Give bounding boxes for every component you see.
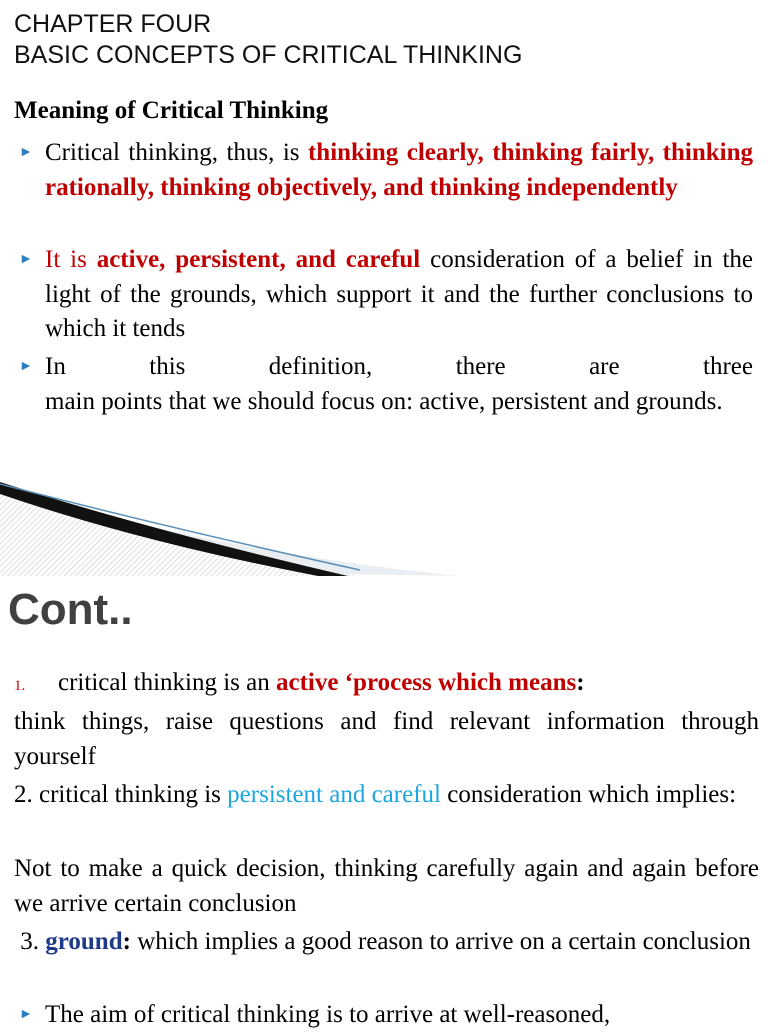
list-item-1 — [14, 666, 759, 704]
list-item-2 — [14, 778, 759, 813]
item-text: which implies a good reason to arrive on a certain conclusion — [130, 928, 751, 955]
word: In — [45, 353, 66, 380]
bullet-definition — [19, 136, 753, 205]
word: there — [455, 353, 506, 380]
emphasis-text: active ‘process which means — [276, 669, 577, 696]
word: definition, — [268, 353, 373, 380]
bullet-text: consideration of a belief in the light of the grounds, which support it and the further conclusions to which it tends — [45, 246, 754, 342]
highlight-text: persistent and careful — [227, 781, 441, 808]
bullet-arrow-icon: ► — [19, 1007, 33, 1022]
emphasis-text: thinking clearly, thinking fairly, thinking rationally, thinking objectively, and thinking independently — [45, 139, 753, 201]
bullet-text: main points that we should focus on: active, persistent and grounds. — [45, 387, 723, 415]
bullet-text: It is — [45, 246, 97, 273]
item-text: consideration which implies: — [440, 781, 737, 808]
item-text: 2. critical thinking is — [14, 781, 228, 808]
section-heading: Meaning of Critical Thinking — [14, 97, 329, 124]
bullet-main-points — [19, 350, 753, 419]
bullet-aim — [19, 998, 759, 1033]
bullet-active-persistent — [19, 243, 754, 347]
bullet-arrow-icon: ► — [19, 252, 33, 267]
colon: : — [576, 669, 585, 696]
item-text: 3. — [14, 928, 46, 955]
item-2-detail: Not to make a quick decision, thinking carefully again and again before we arrive certain conclusion — [14, 855, 759, 917]
bullet-arrow-icon: ► — [19, 359, 33, 374]
bullet-first-line — [45, 350, 753, 385]
slide-title: Cont.. — [8, 585, 133, 634]
emphasis-text: ground — [45, 928, 123, 955]
word: are — [589, 353, 620, 380]
bullet-text: The aim of critical thinking is to arrive at well-reasoned, — [45, 1001, 611, 1028]
bullet-arrow-icon: ► — [19, 145, 33, 160]
item-1-detail: think things, raise questions and find relevant information through yourself — [14, 708, 759, 770]
chapter-label: CHAPTER FOUR — [14, 10, 212, 38]
item-text: critical thinking is an — [58, 669, 277, 696]
word: three — [703, 353, 753, 380]
emphasis-text: active, persistent, and careful — [96, 246, 421, 273]
colon: : — [122, 928, 131, 955]
word: this — [149, 353, 186, 380]
bullet-text: Critical thinking, thus, is — [45, 139, 308, 166]
list-item-3 — [14, 925, 759, 960]
chapter-title: BASIC CONCEPTS OF CRITICAL THINKING — [14, 41, 523, 69]
list-number: 1. — [14, 678, 26, 694]
decorative-swoosh — [0, 470, 768, 582]
